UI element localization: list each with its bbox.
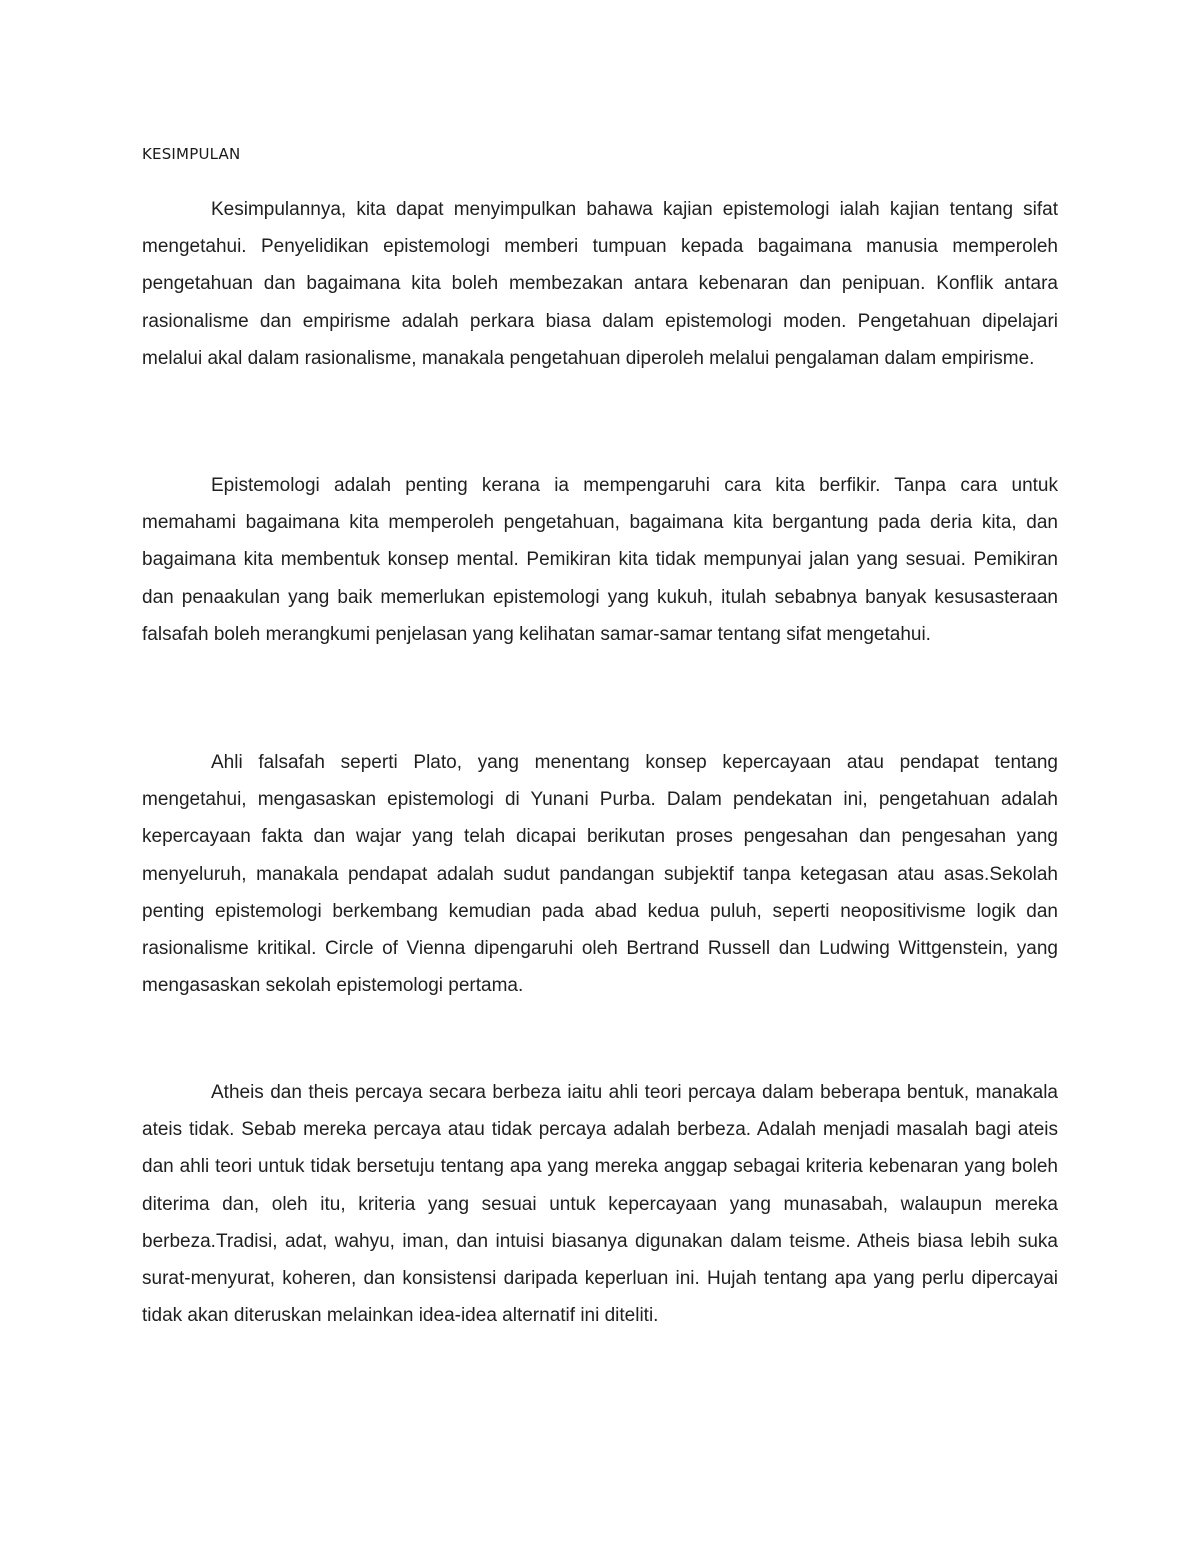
paragraph-2: Epistemologi adalah penting kerana ia mempengaruhi cara kita berfikir. Tanpa cara untuk memahami bagaimana kita memperoleh pengetahuan, bagaimana kita bergantung pada deria kita, dan bagaimana kita membentuk konsep mental. Pemikiran kita tidak mempunyai jalan yang sesuai. Pemikiran dan penaakulan yang baik memerlukan epistemologi yang kukuh, itulah sebabnya banyak kesusasteraan falsafah boleh merangkumi penjelasan yang kelihatan samar-samar tentang sifat mengetahui. bbox=[142, 475, 1058, 645]
document-heading: KESIMPULAN bbox=[142, 145, 241, 163]
paragraph-1: Kesimpulannya, kita dapat menyimpulkan bahawa kajian epistemologi ialah kajian tentang sifat mengetahui. Penyelidikan epistemologi memberi tumpuan kepada bagaimana manusia memperoleh pengetahuan dan bagaimana kita boleh membezakan antara kebenaran dan penipuan. Konflik antara rasionalisme dan empirisme adalah perkara biasa dalam epistemologi moden. Pengetahuan dipelajari melalui akal dalam rasionalisme, manakala pengetahuan diperoleh melalui pengalaman dalam empirisme. bbox=[142, 199, 1058, 369]
paragraph-4: Atheis dan theis percaya secara berbeza iaitu ahli teori percaya dalam beberapa bentuk, manakala ateis tidak. Sebab mereka percaya atau tidak percaya adalah berbeza. Adalah menjadi masalah bagi ateis dan ahli teori untuk tidak bersetuju tentang apa yang mereka anggap sebagai kriteria kebenaran yang boleh diterima dan, oleh itu, kriteria yang sesuai untuk kepercayaan yang munasabah, walaupun mereka berbeza.Tradisi, adat, wahyu, iman, dan intuisi biasanya digunakan dalam teisme. Atheis biasa lebih suka surat-menyurat, koheren, dan konsistensi daripada keperluan ini. Hujah tentang apa yang perlu dipercayai tidak akan diteruskan melainkan idea-idea alternatif ini diteliti. bbox=[142, 1082, 1058, 1327]
paragraph-3: Ahli falsafah seperti Plato, yang menentang konsep kepercayaan atau pendapat tentang mengetahui, mengasaskan epistemologi di Yunani Purba. Dalam pendekatan ini, pengetahuan adalah kepercayaan fakta dan wajar yang telah dicapai berikutan proses pengesahan dan pengesahan yang menyeluruh, manakala pendapat adalah sudut pandangan subjektif tanpa ketegasan atau asas.Sekolah penting epistemologi berkembang kemudian pada abad kedua puluh, seperti neopositivisme logik dan rasionalisme kritikal. Circle of Vienna dipengaruhi oleh Bertrand Russell dan Ludwing Wittgenstein, yang mengasaskan sekolah epistemologi pertama. bbox=[142, 752, 1058, 997]
